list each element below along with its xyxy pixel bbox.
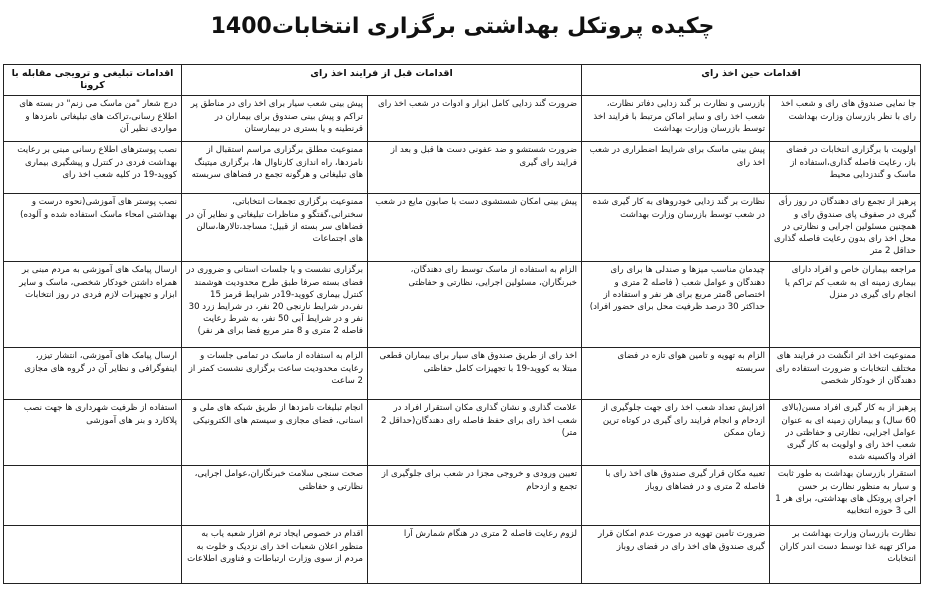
header-promotional-measures: اقدامات تبلیغی و ترویجی مقابله با کرونا [4, 65, 182, 96]
table-body [4, 96, 921, 584]
table-cell: افزایش تعداد شعب اخذ رای جهت جلوگیری از ازدحام و انجام فرایند رای گیری در کوتاه ترین زمان ممکن [582, 400, 770, 466]
table-cell: پرهیز از به کار گیری افراد مسن(بالای 60 سال) و بیماران زمینه ای به عنوان عوامل اجرایی، نظارتی و حفاظتی در شعب اخذ رای و اولویت به کار گیری افراد واکسینه شده [770, 400, 921, 466]
table-cell: ممنوعیت اخذ اثر انگشت در فرایند های مختلف انتخابات و ضرورت استفاده رای دهندگان از خودکار شخصی [770, 348, 921, 400]
table-row [4, 400, 921, 466]
table-cell: تعیین ورودی و خروجی مجزا در شعب برای جلوگیری از تجمع و ازدحام [368, 466, 582, 526]
table-row [4, 348, 921, 400]
table-cell [4, 526, 182, 584]
table-cell: ممنوعیت مطلق برگزاری مراسم استقبال از نامزدها، راه اندازی کارناوال ها، برگزاری میتینگ های تبلیغاتی و هرگونه تجمع در فضاهای سربسته [182, 142, 368, 194]
table-cell: ارسال پیامک های آموزشی به مردم مبنی بر همراه داشتن خودکار شخصی، ماسک و سایر ابزار و تجهیزات لازم فردی در روز انتخابات [4, 262, 182, 348]
table-cell: جا نمایی صندوق های رای و شعب اخذ رای با نظر بازرسان وزارت بهداشت [770, 96, 921, 142]
protocol-table [3, 64, 921, 584]
table-cell: علامت گذاری و نشان گذاری مکان استقرار افراد در شعب اخذ رای برای حفظ فاصله رای دهندگان(حداقل 2 متر) [368, 400, 582, 466]
table-cell: بازرسی و نظارت بر گند زدایی دفاتر نظارت، شعب اخذ رای و سایر اماکن مرتبط با فرایند اخذ توسط بازرسان وزارت بهداشت [582, 96, 770, 142]
table-cell: مراجعه بیماران خاص و افراد دارای بیماری زمینه ای به شعب کم تراکم یا انجام رای گیری در منزل [770, 262, 921, 348]
table-cell: ضرورت گند زدایی کامل ابزار و ادوات در شعب اخذ رای [368, 96, 582, 142]
table-header [4, 65, 921, 96]
table-row [4, 262, 921, 348]
table-cell: اقدام در خصوص ایجاد ترم افزار شعبه یاب به منظور اعلان شعبات اخذ رای نزدیک و خلوت به مردم از سوی وزارت ارتباطات و فناوری اطلاعات [182, 526, 368, 584]
table-cell: درج شعار "من ماسک می زنم" در بسته های اطلاع رسانی،تراکت های تبلیغاتی نامزدها و مواردی نظیر آن [4, 96, 182, 142]
table-row [4, 142, 921, 194]
table-cell: چیدمان مناسب میزها و صندلی ها برای رای دهندگان و عوامل شعب ( فاصله 2 متری و اختصاص 8متر مربع برای هر نفر و استفاده از حداکثر 30 درصد ظرفیت محل برای حضور افراد) [582, 262, 770, 348]
table-cell: الزام به استفاده از ماسک در تمامی جلسات و رعایت محدودیت ساعت برگزاری نشست کمتر از 2 ساعت [182, 348, 368, 400]
document-title: چکیده پروتکل بهداشتی برگزاری انتخابات1400 [210, 14, 715, 39]
table-cell: ارسال پیامک های آموزشی، انتشار تیزر، اینفوگرافی و نظایر آن در گروه های مجازی [4, 348, 182, 400]
header-during-voting: اقدامات حین اخذ رای [582, 65, 921, 96]
table-cell: اخذ رای از طریق صندوق های سیار برای بیماران قطعی مبتلا به کووید-19 با تجهیزات کامل حفاظتی [368, 348, 582, 400]
table-cell: پیش بینی امکان شستشوی دست با صابون مایع در شعب [368, 194, 582, 262]
table-cell: صحت سنجی سلامت خبرنگاران،عوامل اجرایی، نظارتی و حفاظتی [182, 466, 368, 526]
table-cell: نظارت بر گند زدایی خودروهای به کار گیری شده در شعب توسط بازرسان وزارت بهداشت [582, 194, 770, 262]
table-cell: الزام به استفاده از ماسک توسط رای دهندگان، خبرنگاران، مسئولین اجرایی، نظارتی و حفاظتی [368, 262, 582, 348]
table-cell: ضرورت تامین تهویه در صورت عدم امکان قرار گیری صندوق های اخذ رای در فضای روباز [582, 526, 770, 584]
table-cell: تعبیه مکان قرار گیری صندوق های اخذ رای با فاصله 2 متری و در فضاهای روباز [582, 466, 770, 526]
table-cell: استفاده از ظرفیت شهرداری ها جهت نصب پلاکارد و بنر های آموزشی [4, 400, 182, 466]
table-cell: نصب پوسترهای اطلاع رسانی مبنی بر رعایت بهداشت فردی در کنترل و پیشگیری بیماری کووید-19 در کلیه شعب اخذ رای [4, 142, 182, 194]
table-cell: اولویت با برگزاری انتخابات در فضای باز، رعایت فاصله گذاری،استفاده از ماسک و گندزدایی محیط [770, 142, 921, 194]
table-cell: ممنوعیت برگزاری تجمعات انتخاباتی، سخنرانی،گفتگو و مناظرات تبلیغاتی و نظایر آن در فضاهای سر بسته از قبیل: مساجد،تالارها،سالن های اجتماعات [182, 194, 368, 262]
table-cell: الزام به تهویه و تامین هوای تازه در فضای سربسته [582, 348, 770, 400]
table-cell: ضرورت شستشو و ضد عفونی دست ها قبل و بعد از فرایند رای گیری [368, 142, 582, 194]
table-row [4, 466, 921, 526]
table-cell: پرهیز از تجمع رای دهندگان در روز رأی گیری در صفوف پای صندوق رای و همچنین مسئولین اجرایی و نظارتی در محل اخذ رای بدون رعایت فاصله گذاری حداقل 2 متر [770, 194, 921, 262]
table-cell: برگزاری نشست و یا جلسات استانی و ضروری در فضای بسته صرفا طبق طرح محدودیت هوشمند کنترل بیماری کووید-19در شرایط قرمز 15 نفر،در شرایط نارنجی 20 نفر، در شرایط زرد 30 نفر و در شرایط آبی 50 نفر، به شرط رعایت فاصله 2 متری و 8 متر مربع فضا برای هر نفر) [182, 262, 368, 348]
table-cell: استقرار بازرسان بهداشت به طور ثابت و سیار به منظور نظارت بر حسن اجرای پروتکل های بهداشتی، برای هر 1 الی 3 حوزه انتخابیه [770, 466, 921, 526]
table-cell: انجام تبلیغات نامزدها از طریق شبکه های ملی و استانی، فضای مجازی و سیستم های الکترونیکی [182, 400, 368, 466]
table-row [4, 96, 921, 142]
header-before-voting: اقدامات قبل از فرایند اخذ رای [182, 65, 582, 96]
table-row [4, 526, 921, 584]
table-cell: پیش بینی ماسک برای شرایط اضطراری در شعب اخذ رای [582, 142, 770, 194]
table-cell: لزوم رعایت فاصله 2 متری در هنگام شمارش آرا [368, 526, 582, 584]
table-cell: پیش بینی شعب سیار برای اخذ رای در مناطق پر تراکم و پیش بینی صندوق برای بیماران در قرنطینه و یا بستری در بیمارستان [182, 96, 368, 142]
header-row [4, 65, 921, 96]
table-cell: نظارت بازرسان وزارت بهداشت بر مراکز تهیه غذا توسط دست اندر کاران انتخابات [770, 526, 921, 584]
table-row [4, 194, 921, 262]
table-cell: نصب پوستر های آموزشی(نحوه درست و بهداشتی امحاء ماسک استفاده شده و آلوده) [4, 194, 182, 262]
table-cell [4, 466, 182, 526]
